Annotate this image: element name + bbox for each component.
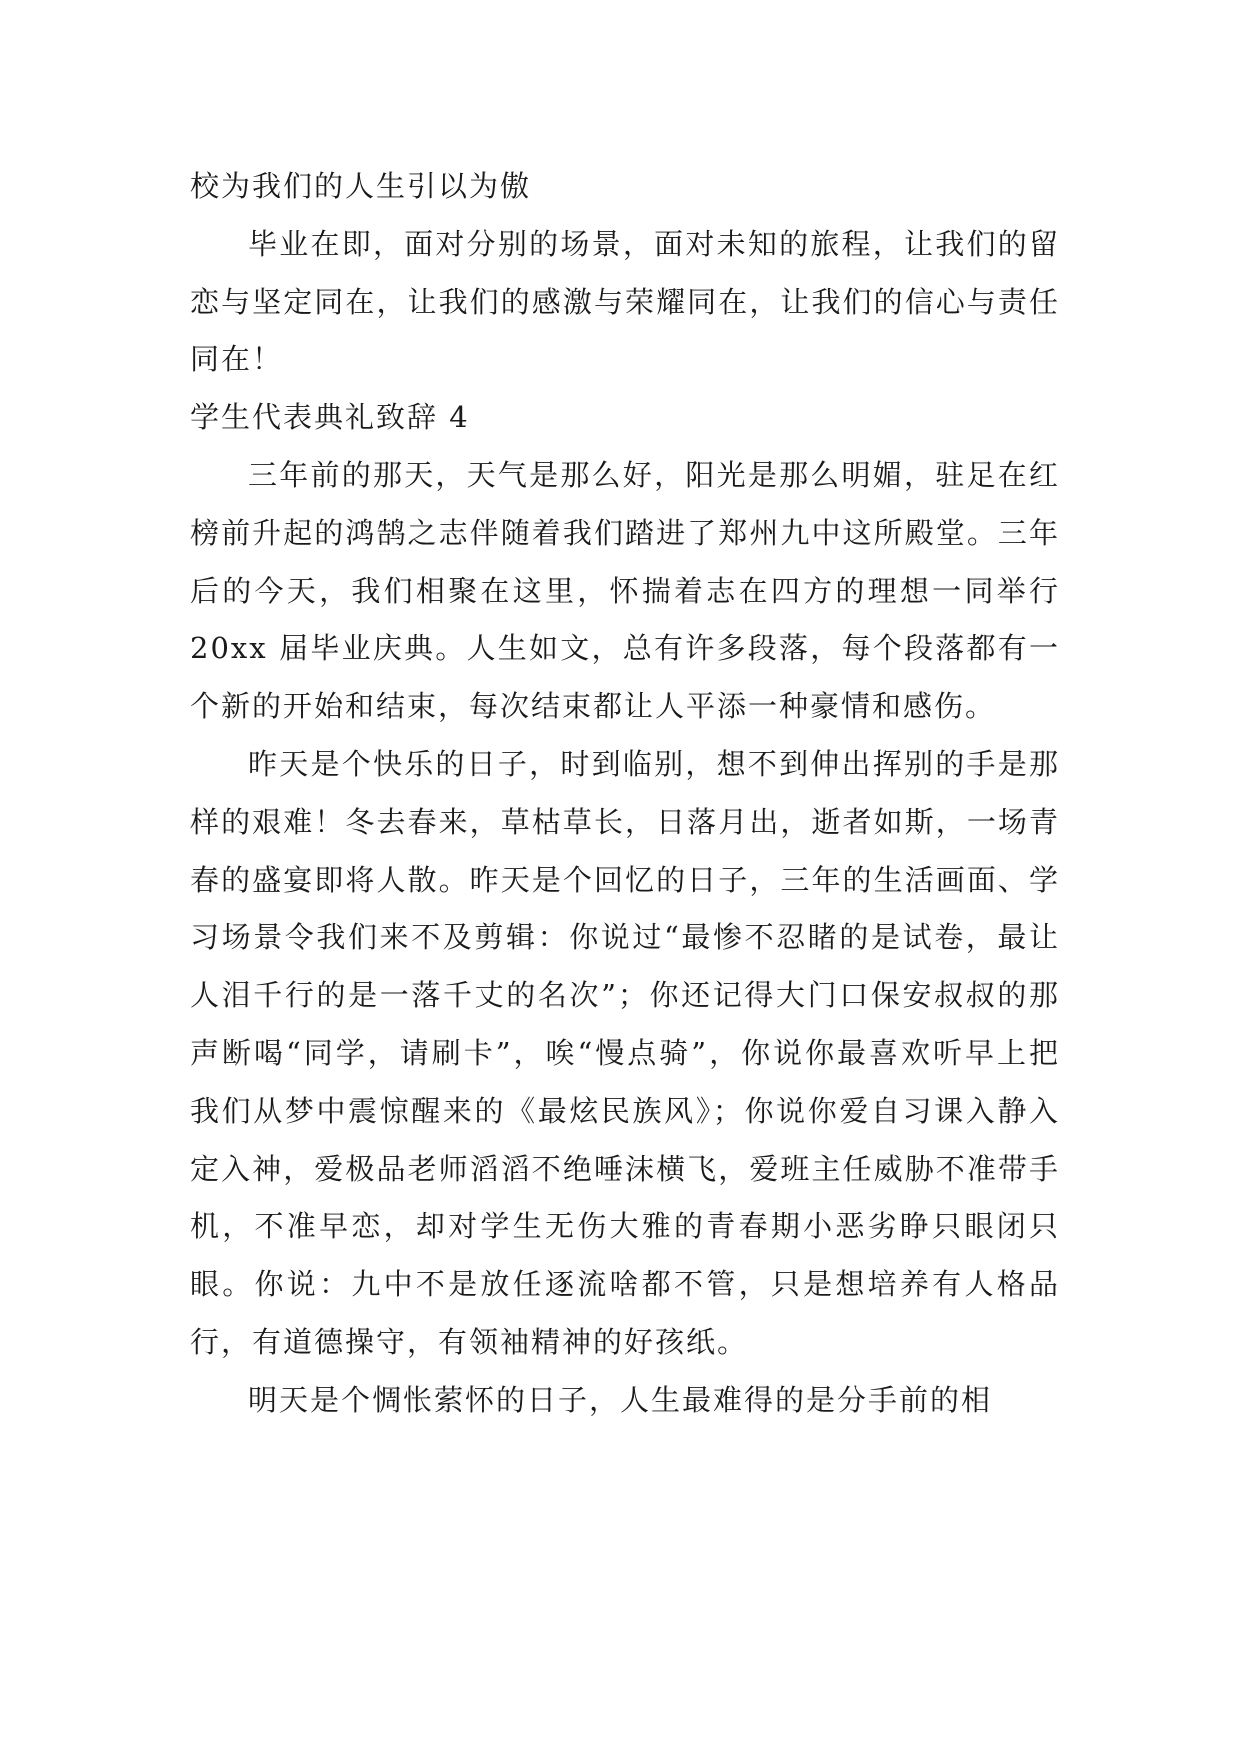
paragraph-tomorrow: 明天是个惆怅萦怀的日子，人生最难得的是分手前的相 <box>248 1382 993 1417</box>
paragraph-farewell: 毕业在即，面对分别的场景，面对未知的旅程，让我们的留恋与坚定同在，让我们的感激与荣耀同在，让我们的信心与责任同在！ <box>190 226 1060 377</box>
paragraph-yesterday: 昨天是个快乐的日子，时到临别，想不到伸出挥别的手是那样的艰难！冬去春来，草枯草长，日落月出，逝者如斯，一场青春的盛宴即将人散。昨天是个回忆的日子，三年的生活画面、学习场景令我们来不及剪辑：你说过“最惨不忍睹的是试卷，最让人泪千行的是一落千丈的名次”；你还记得大门口保安叔叔的那声断喝“同学，请刷卡”，唉“慢点骑”，你说你最喜欢听早上把我们从梦中震惊醒来的《最炫民族风》；你说你爱自习课入静入定入神，爱极品老师滔滔不绝唾沫横飞，爱班主任威胁不准带手机，不准早恋，却对学生无伤大雅的青春期小恶劣睁只眼闭只眼。你说：九中不是放任逐流啥都不管，只是想培养有人格品行，有道德操守，有领袖精神的好孩纸。 <box>190 746 1060 1359</box>
document-body <box>190 158 1060 1430</box>
paragraph-three-years-ago: 三年前的那天，天气是那么好，阳光是那么明媚，驻足在红榜前升起的鸿鹄之志伴随着我们踏进了郑州九中这所殿堂。三年后的今天，我们相聚在这里，怀揣着志在四方的理想一同举行 20xx 届毕业庆典。人生如文，总有许多段落，每个段落都有一个新的开始和结束，每次结束都让人平添一种豪情和感伤。 <box>190 457 1060 724</box>
continuation-line: 校为我们的人生引以为傲 <box>190 169 532 203</box>
section-heading: 学生代表典礼致辞 4 <box>190 400 470 435</box>
